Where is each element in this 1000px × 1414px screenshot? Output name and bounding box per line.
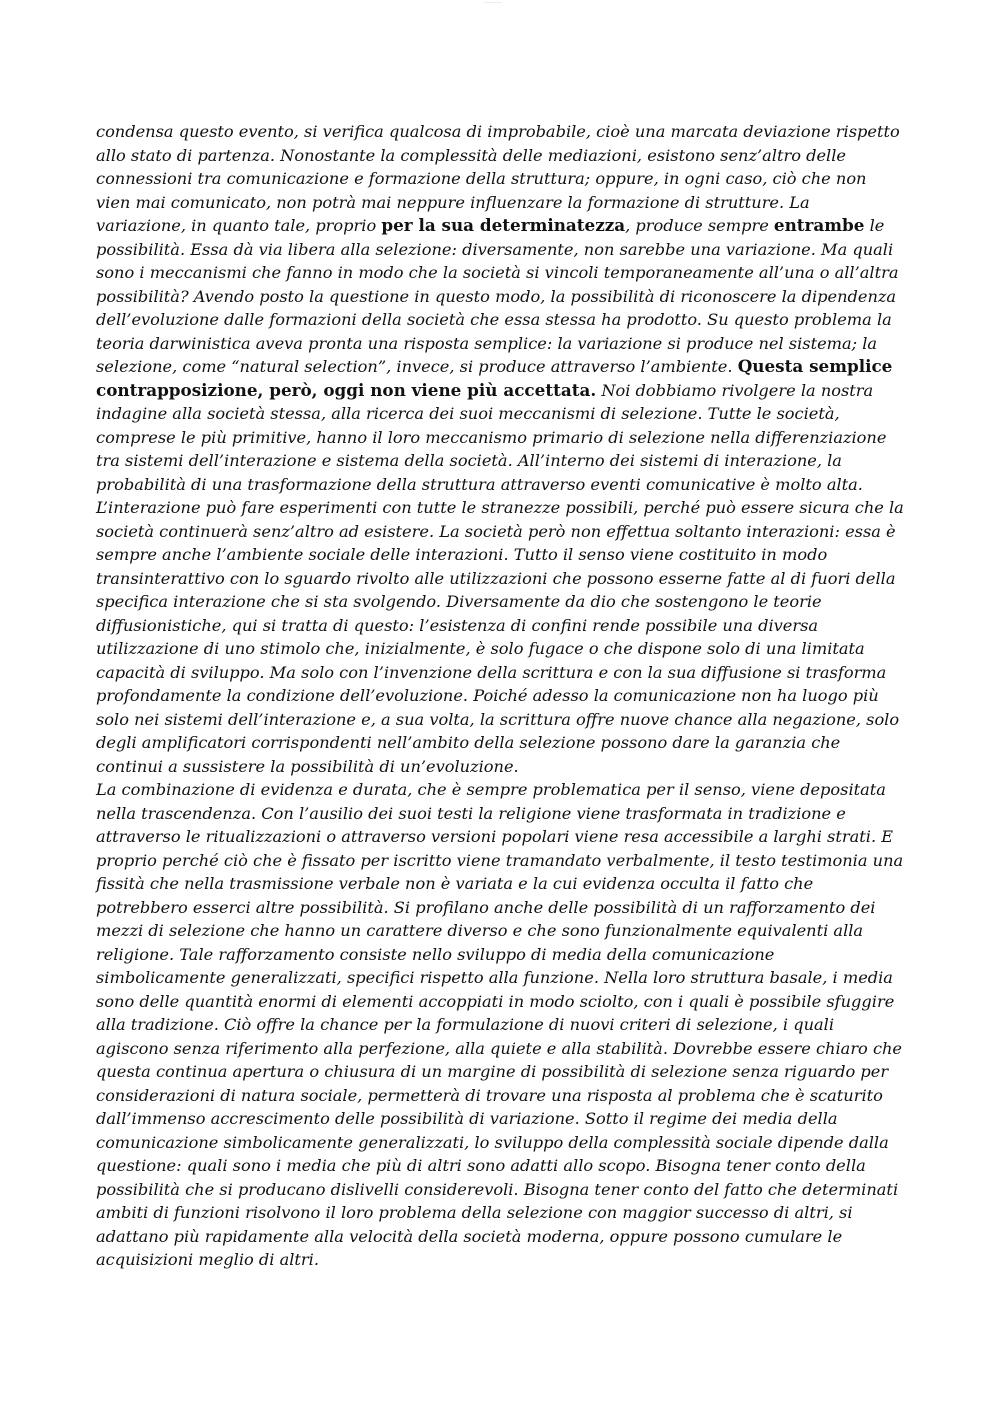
- paragraph: [96, 778, 904, 1272]
- bold-text-run: entrambe: [773, 215, 865, 235]
- text-run: , produce sempre: [625, 216, 774, 235]
- text-run: condensa questo evento, si verifica qualcosa di improbabile, cioè una marcata deviazione rispetto allo stato di partenza. Nonostante la complessità delle mediazioni, esistono senz’altro delle connessioni tra comunicazione e formazione della struttura; oppure, in ogni caso, ciò che non vien mai comunicato, non potrà mai neppure influenzare la formazione di strutture. La variazione, in quanto tale, proprio: [96, 122, 900, 235]
- paragraph: [96, 120, 904, 496]
- text-run: le possibilità. Essa dà via libera alla selezione: diversamente, non sarebbe una variazione. Ma quali sono i meccanismi che fanno in modo che la società si vincoli temporaneamente all’una o all’altra possibilità? Avendo posto la questione in questo modo, la possibilità di riconoscere la dipendenza dell’evoluzione dalle formazioni della società che essa stessa ha prodotto. Su questo problema la teoria darwinistica aveva pronta una risposta semplice: la variazione si produce nel sistema; la selezione, come “natural selection”, invece, si produce attraverso l’ambiente.: [96, 216, 899, 376]
- bold-text-run: per la sua determinatezza: [381, 215, 626, 235]
- text-run: La combinazione di evidenza e durata, che è sempre problematica per il senso, viene depositata nella trascendenza. Con l’ausilio dei suoi testi la religione viene trasformata in tradizione e attraverso le ritualizzazioni o attraverso versioni popolari viene resa accessibile a larghi strati. E proprio perché ciò che è fissato per iscritto viene tramandato verbalmente, il testo testimonia una fissità che nella trasmissione verbale non è variata e la cui evidenza occulta il fatto che potrebbero esserci altre possibilità. Si profilano anche delle possibilità di un rafforzamento dei mezzi di selezione che hanno un carattere diverso e che sono funzionalmente equivalenti alla religione. Tale rafforzamento consiste nello sviluppo di media della comunicazione simbolicamente generalizzati, specifici rispetto alla funzione. Nella loro struttura basale, i media sono delle quantità enormi di elementi accoppiati in modo sciolto, con i quali è possibile sfuggire alla tradizione. Ciò offre la chance per la formulazione di nuovi criteri di selezione, i quali agiscono senza riferimento alla perfezione, alla quiete e alla stabilità. Dovrebbe essere chiaro che questa continua apertura o chiusura di un margine di possibilità di selezione senza riguardo per considerazioni di natura sociale, permetterà di trovare una risposta al problema che è scaturito dall’immenso accrescimento delle possibilità di variazione. Sotto il regime dei media della comunicazione simbolicamente generalizzati, lo sviluppo della complessità sociale dipende dalla questione: quali sono i media che più di altri sono adatti allo scopo. Bisogna tener conto della possibilità che si producano dislivelli considerevoli. Bisogna tener conto del fatto che determinati ambiti di funzioni risolvono il loro problema della selezione con maggior successo di altri, si adattano più rapidamente alla velocità della società moderna, oppure possono cumulare le acquisizioni meglio di altri.: [96, 780, 904, 1269]
- page-header-mark: ——————: [484, 0, 502, 4]
- text-run: Noi dobbiamo rivolgere la nostra indagine alla società stessa, alla ricerca dei suoi meccanismi di selezione. Tutte le società, comprese le più primitive, hanno il loro meccanismo primario di selezione nella differenziazione tra sistemi dell’interazione e sistema della società. All’interno dei sistemi di interazione, la probabilità di una trasformazione della struttura attraverso eventi comunicative è molto alta.: [96, 380, 887, 494]
- bold-text-run: Questa semplice contrapposizione, però, oggi non viene più accettata.: [96, 356, 893, 400]
- text-run: L’interazione può fare esperimenti con tutte le stranezze possibili, perché può essere sicura che la società continuerà senz’altro ad esistere. La società però non effettua soltanto interazioni: essa è sempre anche l’ambiente sociale delle interazioni. Tutto il senso viene costituito in modo transinterattivo con lo sguardo rivolto alle utilizzazioni che possono esserne fatte al di fuori della specifica interazione che si sta svolgendo. Diversamente da dio che sostengono le teorie diffusionistiche, qui si tratta di questo: l’esistenza di confini rende possibile una diversa utilizzazione di uno stimolo che, inizialmente, è solo fugace o che dispone solo di una limitata capacità di sviluppo. Ma solo con l’invenzione della scrittura e con la sua diffusione si trasforma profondamente la condizione dell’evoluzione. Poiché adesso la comunicazione non ha luogo più solo nei sistemi dell’interazione e, a sua volta, la scrittura offre nuove chance alla negazione, solo degli amplificatori corrispondenti nell’ambito della selezione possono dare la garanzia che continui a sussistere la possibilità di un’evoluzione.: [96, 498, 904, 776]
- document-body: [96, 120, 904, 1272]
- paragraph: [96, 496, 904, 778]
